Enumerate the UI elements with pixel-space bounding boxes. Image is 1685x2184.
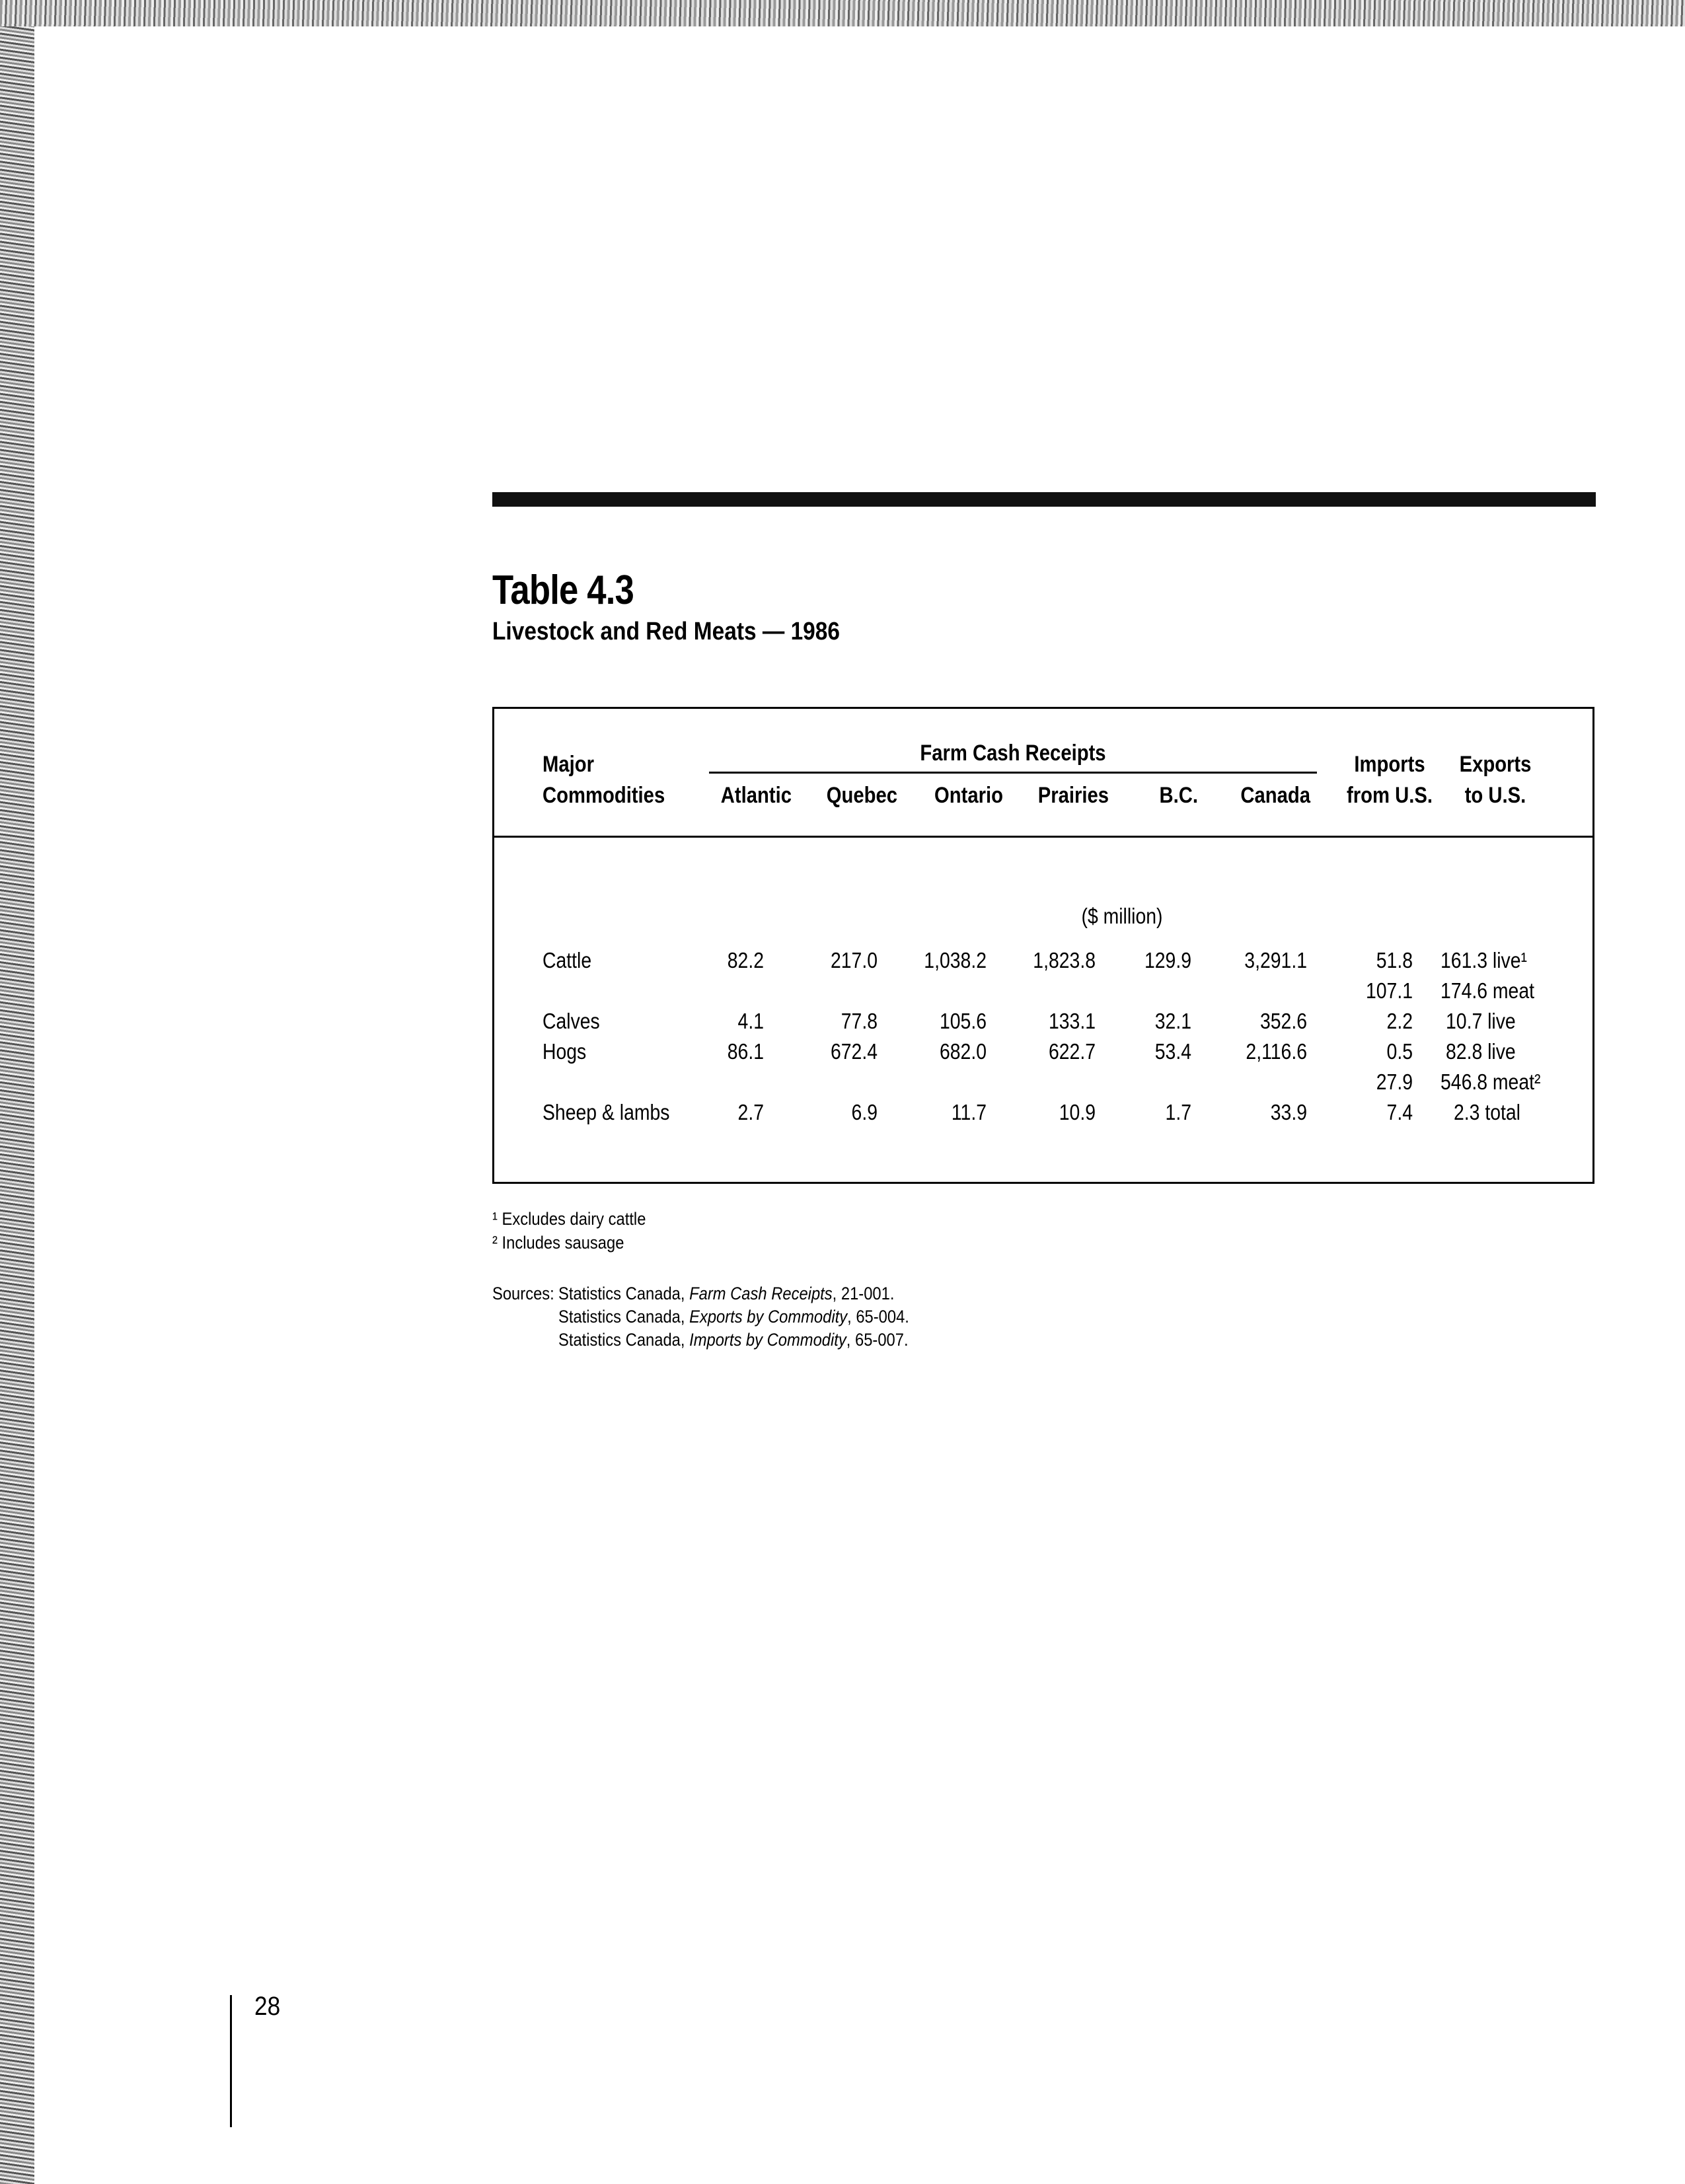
cell-imports: 0.5: [1386, 1039, 1413, 1064]
page-number-bar: [230, 1995, 232, 2127]
page-number: 28: [254, 1992, 281, 2021]
source-line: Statistics Canada, Exports by Commodity, 65-004.: [558, 1307, 909, 1327]
cell-atlantic: 86.1: [727, 1039, 764, 1064]
header-quebec: Quebec: [826, 783, 897, 808]
header-bc: B.C.: [1159, 783, 1198, 808]
cell-prairies: 10.9: [1059, 1100, 1096, 1124]
header-atlantic: Atlantic: [720, 783, 792, 808]
cell-bc: 53.4: [1154, 1039, 1191, 1064]
cell-exports: 2.3 total: [1454, 1100, 1520, 1124]
unit-label: ($ million): [1081, 904, 1163, 928]
cell-atlantic: 4.1: [737, 1009, 764, 1033]
header-farm-cash-receipts: Farm Cash Receipts: [920, 741, 1106, 766]
cell-imports: 107.1: [1365, 978, 1413, 1003]
cell-exports: 546.8 meat²: [1441, 1070, 1541, 1094]
row-label: Sheep & lambs: [543, 1100, 670, 1124]
cell-imports: 7.4: [1386, 1100, 1413, 1124]
cell-exports: 10.7 live: [1446, 1009, 1516, 1033]
cell-ontario: 1,038.2: [924, 948, 987, 972]
cell-exports: 174.6 meat: [1441, 978, 1535, 1003]
cell-bc: 32.1: [1154, 1009, 1191, 1033]
source-line: Statistics Canada, Imports by Commodity, 65-007.: [558, 1330, 909, 1350]
header-from-us: from U.S.: [1347, 783, 1433, 808]
row-label: Calves: [543, 1009, 600, 1033]
row-label: Hogs: [543, 1039, 587, 1064]
sources-label: Sources:: [492, 1284, 554, 1303]
cell-bc: 129.9: [1144, 948, 1191, 972]
cell-ontario: 105.6: [939, 1009, 987, 1033]
cell-bc: 1.7: [1165, 1100, 1191, 1124]
cell-exports: 161.3 live¹: [1441, 948, 1527, 972]
cell-prairies: 622.7: [1048, 1039, 1096, 1064]
table-title: Table 4.3: [492, 567, 634, 613]
table-subtitle: Livestock and Red Meats — 1986: [492, 618, 840, 645]
header-ontario: Ontario: [934, 783, 1003, 808]
row-label: Cattle: [543, 948, 592, 972]
header-rule: [494, 836, 1592, 838]
header-to-us: to U.S.: [1464, 783, 1526, 808]
top-rule: [492, 492, 1596, 507]
cell-canada: 2,116.6: [1246, 1039, 1307, 1064]
header-prairies: Prairies: [1037, 783, 1109, 808]
footnote-1: ¹ Excludes dairy cattle: [492, 1209, 646, 1229]
header-major: Major: [543, 752, 594, 777]
footnote-2: ² Includes sausage: [492, 1233, 624, 1253]
cell-quebec: 217.0: [830, 948, 878, 972]
farm-cash-span-rule: [709, 772, 1317, 774]
cell-canada: 33.9: [1270, 1100, 1307, 1124]
cell-prairies: 133.1: [1048, 1009, 1096, 1033]
source-line: Statistics Canada, Farm Cash Receipts, 21-001.: [558, 1284, 895, 1303]
header-canada: Canada: [1240, 783, 1310, 808]
data-table: [492, 707, 1594, 1184]
cell-quebec: 672.4: [830, 1039, 878, 1064]
header-exports: Exports: [1459, 752, 1532, 777]
cell-imports: 51.8: [1376, 948, 1413, 972]
header-imports: Imports: [1354, 752, 1425, 777]
cell-atlantic: 82.2: [727, 948, 764, 972]
cell-imports: 27.9: [1376, 1070, 1413, 1094]
cell-exports: 82.8 live: [1446, 1039, 1516, 1064]
cell-ontario: 11.7: [951, 1100, 987, 1124]
cell-canada: 3,291.1: [1244, 948, 1307, 972]
cell-quebec: 77.8: [841, 1009, 878, 1033]
cell-prairies: 1,823.8: [1033, 948, 1096, 972]
cell-atlantic: 2.7: [737, 1100, 764, 1124]
cell-quebec: 6.9: [851, 1100, 878, 1124]
cell-canada: 352.6: [1259, 1009, 1307, 1033]
scan-edge-left: [0, 0, 34, 2184]
header-commodities: Commodities: [543, 783, 665, 808]
scan-edge-top: [0, 0, 1685, 26]
cell-ontario: 682.0: [939, 1039, 987, 1064]
cell-imports: 2.2: [1386, 1009, 1413, 1033]
